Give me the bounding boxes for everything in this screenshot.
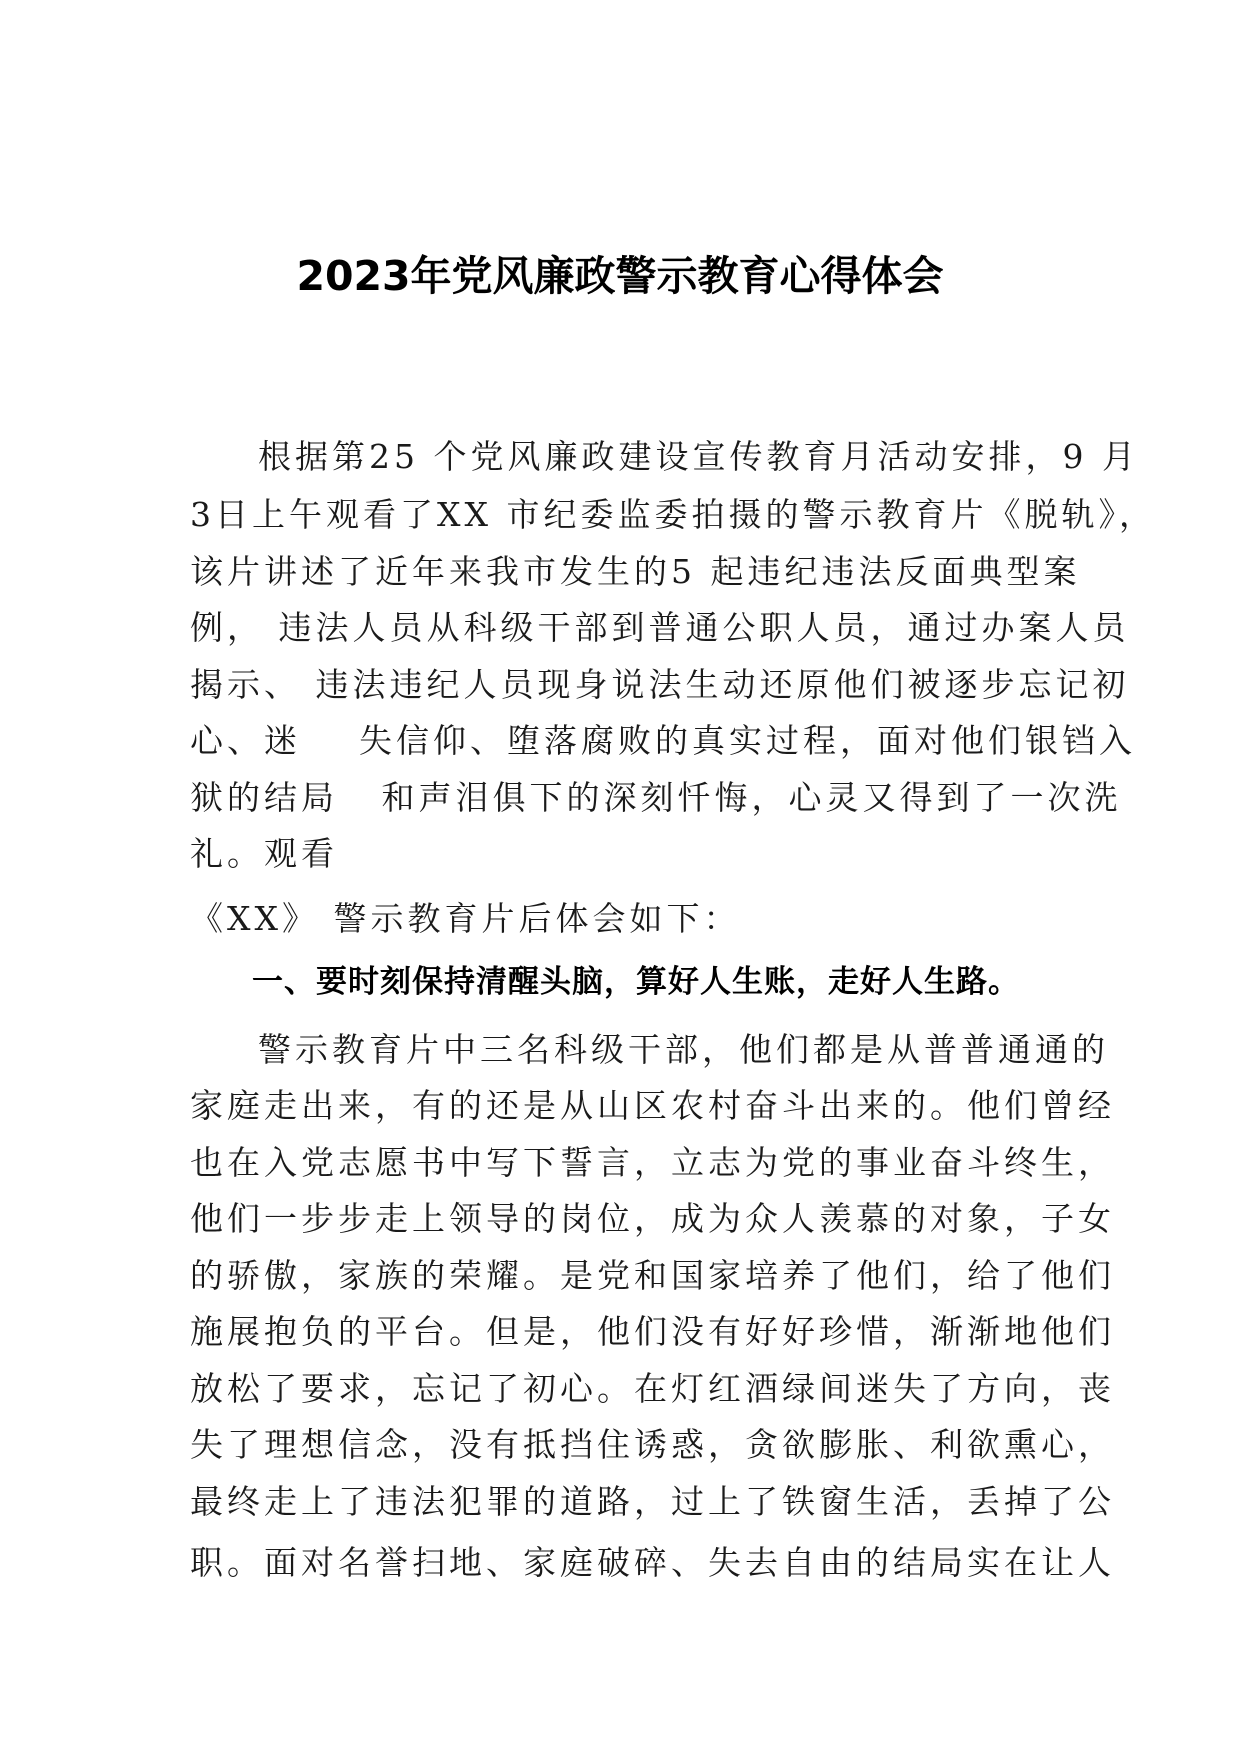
section-line: 也在入党志愿书中写下誓言，立志为党的事业奋斗终生， — [190, 1143, 1115, 1182]
intro-line: 礼。观看 — [190, 834, 338, 873]
section-line: 警示教育片中三名科级干部，他们都是从普普通通的 — [258, 1030, 1109, 1069]
section-line: 职。面对名誉扫地、家庭破碎、失去自由的结局实在让人 — [190, 1543, 1115, 1582]
section-line: 放松了要求，忘记了初心。在灯红酒绿间迷失了方向，丧 — [190, 1369, 1115, 1408]
intro-line: 心、迷 失信仰、堕落腐败的真实过程，面对他们银铛入 — [190, 721, 1136, 760]
section-line: 的骄傲，家族的荣耀。是党和国家培养了他们，给了他们 — [190, 1256, 1115, 1295]
section-heading: 一、要时刻保持清醒头脑，算好人生账，走好人生路。 — [252, 964, 1020, 1000]
document-title: 2023年党风廉政警示教育心得体会 — [296, 252, 944, 300]
intro-line: 根据第25 个党风廉政建设宣传教育月活动安排，9 月 — [258, 437, 1139, 476]
lead-in-line: 《XX》 警示教育片后体会如下： — [190, 899, 741, 938]
section-line: 他们一步步走上领导的岗位，成为众人羡慕的对象，子女 — [190, 1199, 1115, 1238]
intro-line: 该片讲述了近年来我市发生的5 起违纪违法反面典型案 — [190, 552, 1081, 591]
intro-line: 例， 违法人员从科级干部到普通公职人员，通过办案人员 — [190, 608, 1130, 647]
section-line: 最终走上了违法犯罪的道路，过上了铁窗生活，丢掉了公 — [190, 1482, 1115, 1521]
section-line: 家庭走出来，有的还是从山区农村奋斗出来的。他们曾经 — [190, 1086, 1115, 1125]
intro-line: 3日上午观看了XX 市纪委监委拍摄的警示教育片《脱轨》， — [190, 495, 1156, 534]
section-line: 失了理想信念，没有抵挡住诱惑，贪欲膨胀、利欲熏心， — [190, 1425, 1115, 1464]
intro-line: 揭示、 违法违纪人员现身说法生动还原他们被逐步忘记初 — [190, 665, 1130, 704]
intro-line: 狱的结局 和声泪俱下的深刻忏悔，心灵又得到了一次洗 — [190, 778, 1122, 817]
section-line: 施展抱负的平台。但是，他们没有好好珍惜，渐渐地他们 — [190, 1312, 1115, 1351]
